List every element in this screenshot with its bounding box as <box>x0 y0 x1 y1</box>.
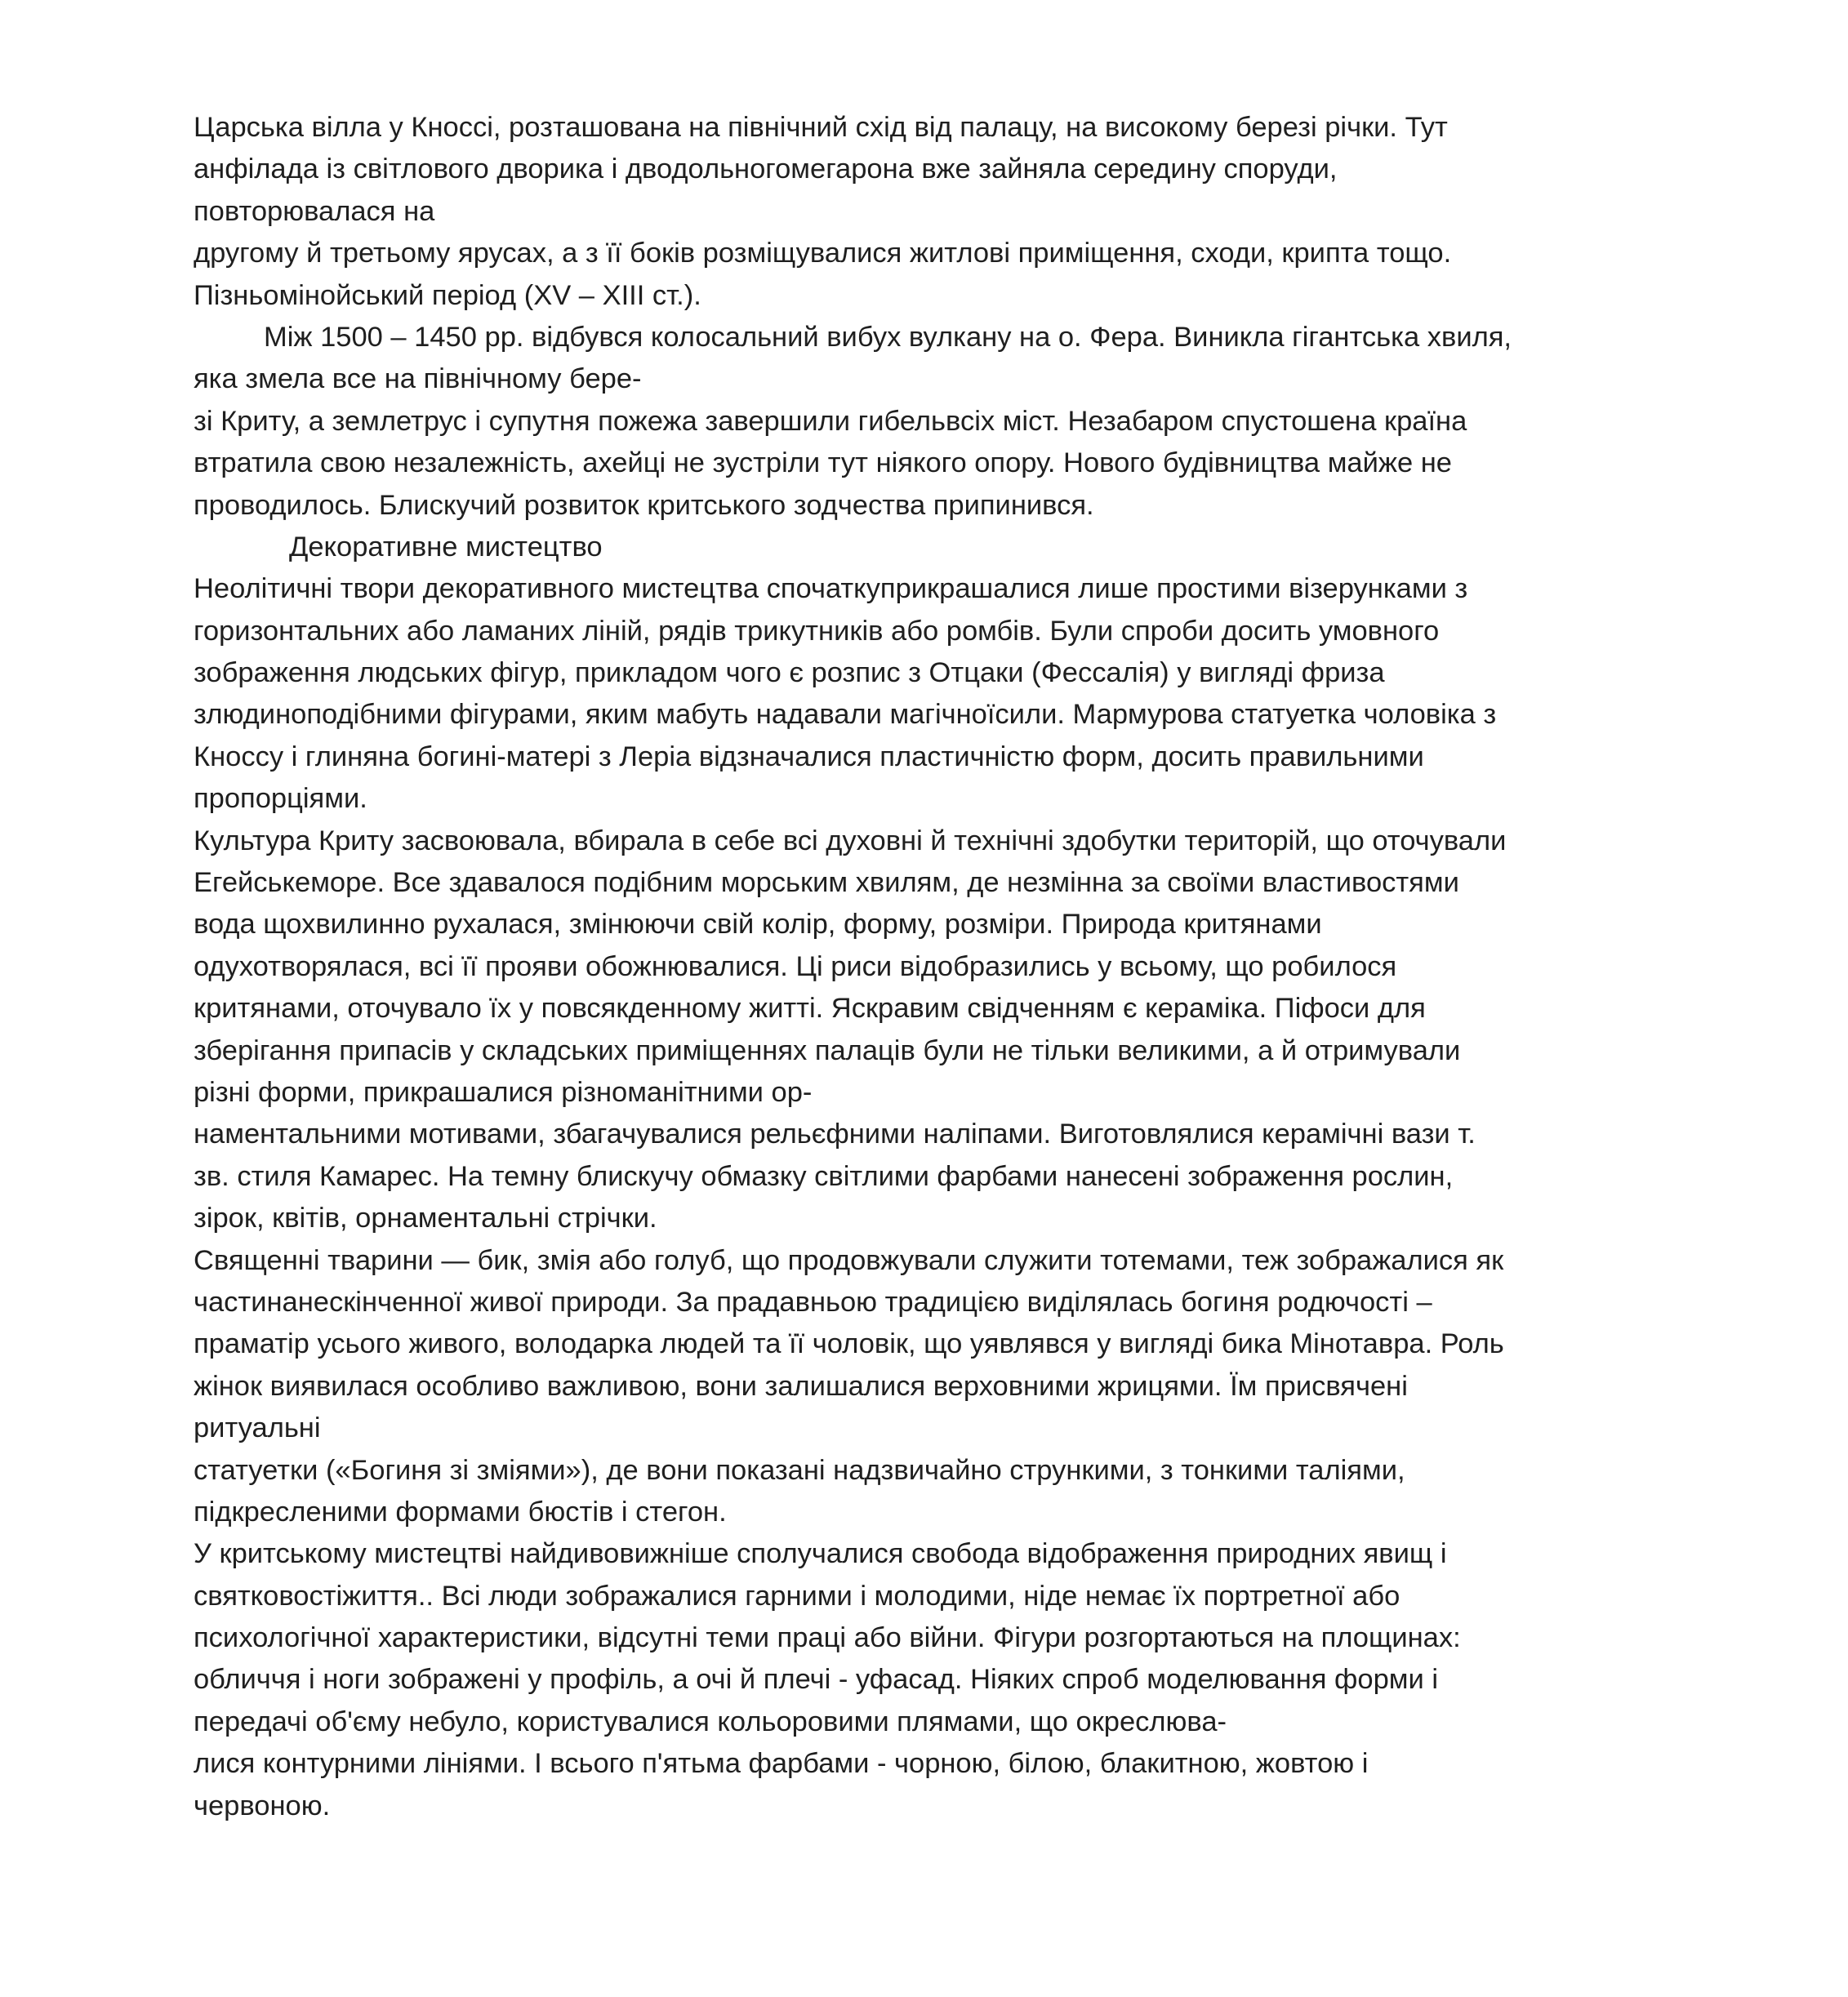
text-line: вода щохвилинно рухалася, змінюючи свій колір, форму, розміри. Природа критянами <box>194 909 1322 941</box>
text-line: статуетки («Богиня зі зміями»), де вони показані надзвичайно стрункими, з тонкими таліями, <box>194 1454 1405 1486</box>
text-line: втратила свою незалежність, ахейці не зустріли тут ніякого опору. Нового будівництва майже не <box>194 447 1452 479</box>
text-line: Священні тварини — бик, змія або голуб, що продовжували служити тотемами, теж зображалися як <box>194 1244 1504 1276</box>
text-line: червоною. <box>194 1790 331 1821</box>
text-line: частинанескінченної живої природи. За прадавньою традицією виділялась богиня родючості – <box>194 1286 1432 1318</box>
text-line: критянами, оточувало їх у повсякденному житті. Яскравим свідченням є кераміка. Піфоси для <box>194 993 1426 1025</box>
text-line: підкресленими формами бюстів і стегон. <box>194 1496 727 1528</box>
text-line: зірок, квітів, орнаментальні стрічки. <box>194 1203 657 1234</box>
text-line: обличчя і ноги зображені у профіль, а очі й плечі - уфасад. Ніяких спроб моделювання форми і <box>194 1664 1439 1696</box>
text-line: різні форми, прикрашалися різноманітними ор- <box>194 1076 813 1108</box>
text-line: Культура Криту засвоювала, вбирала в себе всі духовні й технічні здобутки територій, що оточували <box>194 825 1507 856</box>
text-line: Царська вілла у Кноссі, розташована на північний схід від палацу, на високому березі річки. Тут <box>194 112 1448 143</box>
text-line: наментальними мотивами, збагачувалися рельєфними наліпами. Виготовлялися керамічні вази т. <box>194 1119 1476 1150</box>
text-line: праматір усього живого, володарка людей та її чоловік, що уявлявся у вигляді бика Мінотавра. Роль <box>194 1328 1504 1360</box>
text-line: пропорціями. <box>194 783 367 815</box>
text-line: Егейськеморе. Все здавалося подібним морським хвилям, де незмінна за своїми властивостями <box>194 867 1459 899</box>
text-line: лися контурними лініями. І всього п'ятьма фарбами - чорною, білою, блакитною, жовтою і <box>194 1748 1369 1780</box>
text-line: передачі об'єму небуло, користувалися кольоровими плямами, що окреслюва- <box>194 1706 1227 1737</box>
text-line: повторювалася на <box>194 195 435 227</box>
text-line: яка змела все на північному бере- <box>194 363 642 395</box>
text-line: анфілада із світлового дворика і дводольногомегарона вже зайняла середину споруди, <box>194 153 1338 185</box>
text-line: зображення людських фігур, прикладом чого є розпис з Отцаки (Фессалія) у вигляді фриза <box>194 657 1385 689</box>
text-line: Пізньомінойський період (XV – XIII ст.). <box>194 279 701 311</box>
text-line: Кноссу і глиняна богині-матері з Леріа відзначалися пластичністю форм, досить правильними <box>194 741 1424 772</box>
text-line: Між 1500 – 1450 рр. відбувся колосальний вибух вулкану на о. Фера. Виникла гігантська хвиля, <box>264 321 1512 353</box>
section-heading: Декоративне мистецтво <box>289 531 603 563</box>
text-line: психологічної характеристики, відсутні теми праці або війни. Фігури розгортаються на площинах: <box>194 1622 1461 1654</box>
document-body <box>194 107 1680 1827</box>
text-line: Неолітичні твори декоративного мистецтва спочаткуприкрашалися лише простими візерунками з <box>194 573 1468 605</box>
text-line: зв. стиля Камарес. На темну блискучу обмазку світлими фарбами нанесені зображення рослин, <box>194 1160 1454 1192</box>
text-line: горизонтальних або ламаних ліній, рядів трикутників або ромбів. Були спроби досить умовного <box>194 615 1440 647</box>
text-line: другому й третьому ярусах, а з її боків розміщувалися житлові приміщення, сходи, крипта тощо. <box>194 238 1452 269</box>
text-line: зберігання припасів у складських приміщеннях палаців були не тільки великими, а й отримували <box>194 1034 1461 1066</box>
text-line: ритуальні <box>194 1412 321 1444</box>
text-line: У критському мистецтві найдивовижніше сполучалися свобода відображення природних явищ і <box>194 1538 1447 1570</box>
text-line: жінок виявилася особливо важливою, вони залишалися верховними жрицями. Їм присвячені <box>194 1370 1408 1402</box>
text-line: святковостіжиття.. Всі люди зображалися гарними і молодими, ніде немає їх портретної або <box>194 1580 1400 1612</box>
text-line: зі Криту, а землетрус і супутня пожежа завершили гибельвсіх міст. Незабаром спустошена країна <box>194 405 1467 437</box>
text-line: злюдиноподібними фігурами, яким мабуть надавали магічноїсили. Мармурова статуетка чоловіка з <box>194 699 1497 731</box>
text-line: одухотворялася, всі її прояви обожнювалися. Ці риси відобразились у всьому, що робилося <box>194 950 1397 982</box>
text-line: проводилось. Блискучий розвиток критського зодчества припинився. <box>194 489 1094 521</box>
